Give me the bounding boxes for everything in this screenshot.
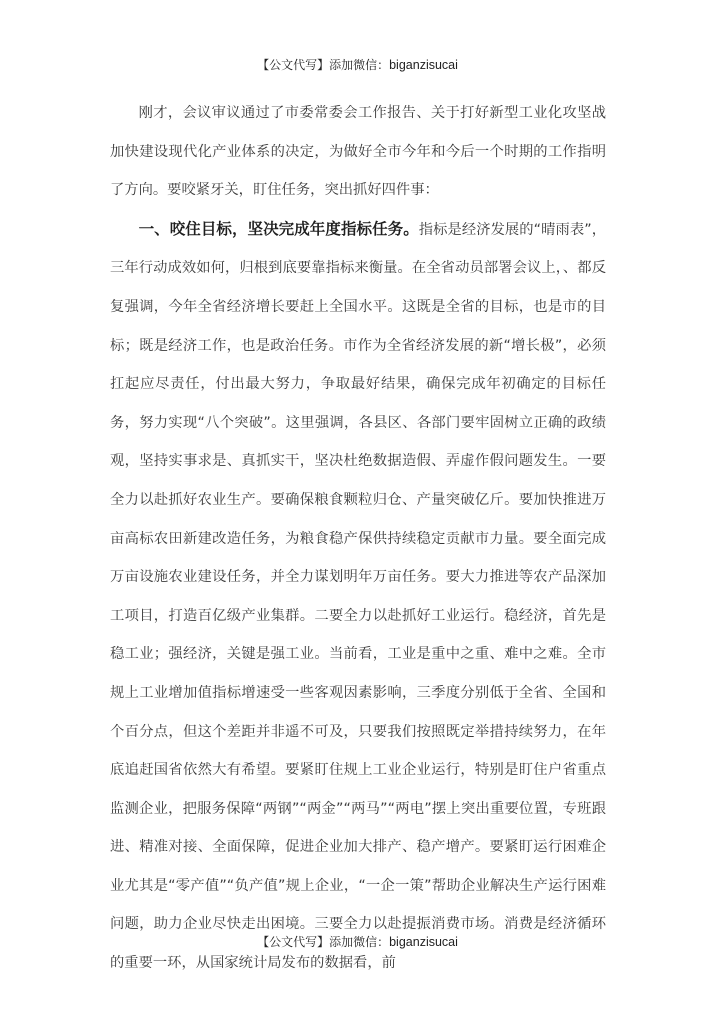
paragraph-section-1 [110, 210, 606, 983]
paragraph-intro: 刚才，会议审议通过了市委常委会工作报告、关于打好新型工业化攻坚战加快建设现代化产业体系的决定，为做好全市今年和今后一个时期的工作指明了方向。要咬紧牙关，盯住任务，突出抓好四件事： [110, 105, 606, 199]
section-text: 指标是经济发展的“晴雨表”，三年行动成效如何，归根到底要靠指标来衡量。在全省动员部署会议上，、都反复强调，今年全省经济增长要赶上全国水平。这既是全省的目标，也是市的目标；既是经济工作，也是政治任务。市作为全省经济发展的新“增长极”，必须扛起应尽责任，付出最大努力，争取最好结果，确保完成年初确定的目标任务，努力实现“八个突破”。这里强调，各县区、各部门要牢固树立正确的政绩观，坚持实事求是、真抓实干，坚决杜绝数据造假、弄虚作假问题发生。一要全力以赴抓好农业生产。要确保粮食颗粒归仓、产量突破亿斤。要加快推进万亩高标农田新建改造任务，为粮食稳产保供持续稳定贡献市力量。要全面完成万亩设施农业建设任务，并全力谋划明年万亩任务。要大力推进等农产品深加工项目，打造百亿级产业集群。二要全力以赴抓好工业运行。稳经济，首先是稳工业；强经济，关键是强工业。当前看，工业是重中之重、难中之难。全市规上工业增加值指标增速受一些客观因素影响，三季度分别低于全省、全国和个百分点，但这个差距并非遥不可及，只要我们按照既定举措持续努力，在年底追赶国省依然大有希望。要紧盯住规上工业企业运行，特别是盯住户省重点监测企业，把服务保障“两钢”“两金”“两马”“两电”摆上突出重要位置，专班跟进、精准对接、全面保障，促进企业加大排产、稳产增产。要紧盯运行困难企业尤其是“零产值”“负产值”规上企业，“一企一策”帮助企业解决生产运行困难问题，助力企业尽快走出困境。三要全力以赴提振消费市场。消费是经济循环的重要一环，从国家统计局发布的数据看，前 [110, 221, 606, 972]
footer-wechat-id: biganzisucai [389, 935, 458, 949]
section-heading: 一、咬住目标，坚决完成年度指标任务。 [138, 219, 419, 238]
document-body [110, 94, 606, 983]
footer-label: 【公文代写】添加微信： [257, 935, 390, 949]
header-wechat-id: biganzisucai [389, 58, 458, 72]
header-label: 【公文代写】添加微信： [257, 58, 390, 72]
page-footer [0, 933, 715, 950]
page-header [0, 56, 715, 73]
